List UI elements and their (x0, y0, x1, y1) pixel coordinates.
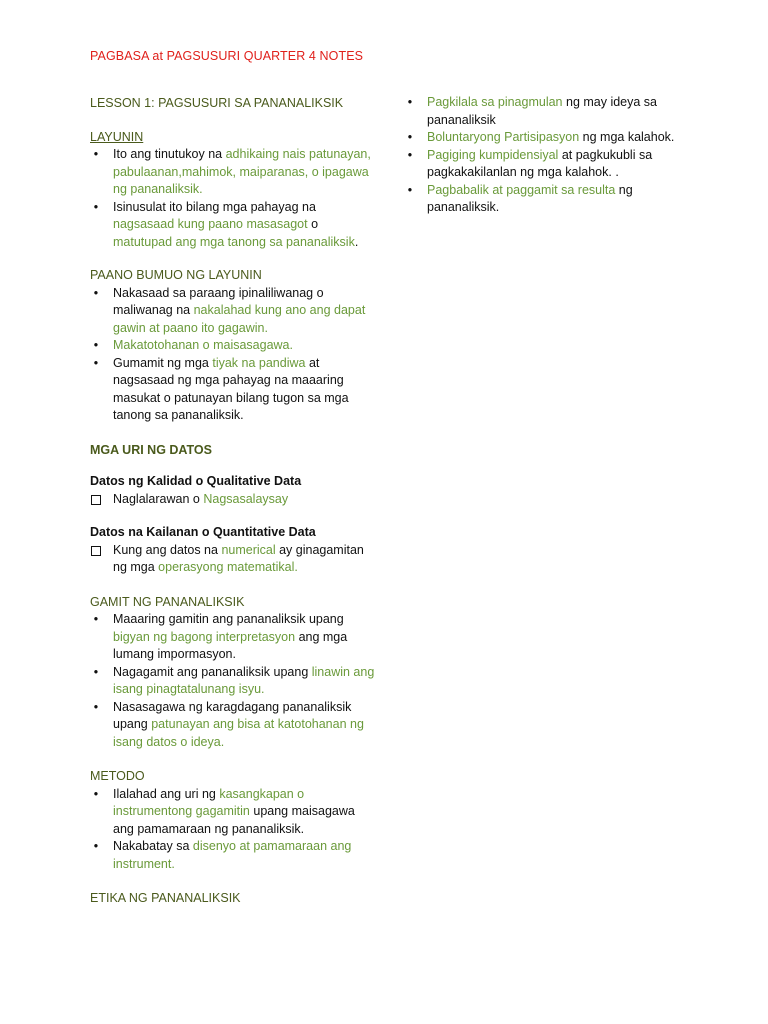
gamit-heading: GAMIT NG PANANALIKSIK (90, 594, 245, 609)
metodo-heading: METODO (90, 769, 145, 783)
gamit-list (90, 611, 375, 751)
mga-uri-heading: MGA URI NG DATOS (90, 442, 212, 457)
list-item: • Maaaring gamitin ang pananaliksik upang bigyan ng bagong interpretasyon ang mga lumang impormasyon. (90, 611, 375, 664)
document-title: PAGBASA at PAGSUSURI QUARTER 4 NOTES (90, 49, 364, 63)
list-item: Kung ang datos na numerical ay ginagamitan ng mga operasyong matematikal. (90, 542, 375, 577)
bullet: • (93, 199, 99, 214)
left-column (90, 95, 375, 908)
list-item: • Nakasaad sa paraang ipinaliliwanag o maliwanag na nakalahad kung ano ang dapat gawin at paano ito gagawin. (90, 285, 375, 338)
right-column (404, 94, 694, 217)
bullet: • (93, 664, 99, 679)
bullet: • (93, 612, 99, 626)
etika-heading: ETIKA NG PANANALIKSIK (90, 891, 241, 905)
list-item: • Ilalahad ang uri ng kasangkapan o instrumentong gagamitin upang maisagawa ang pamamaraan ng pananaliksik. (90, 786, 375, 839)
list-item: Naglalarawan o Nagsasalaysay (90, 491, 375, 509)
list-item: • Makatotohanan o maisasagawa. (90, 337, 375, 355)
bullet: • (407, 130, 413, 144)
checkbox-bullet-icon (91, 546, 101, 556)
bullet: • (93, 839, 99, 853)
layunin-list (90, 146, 375, 251)
list-item: • Ito ang tinutukoy na adhikaing nais patunayan, pabulaanan,mahimok, maiparanas, o ipagawa ng pananaliksik. (90, 146, 375, 199)
qualitative-title: Datos ng Kalidad o Qualitative Data (90, 474, 302, 488)
bullet: • (93, 786, 99, 801)
list-item: • Pagbabalik at paggamit sa resulta ng pananaliksik. (404, 182, 694, 217)
list-item: • Pagkilala sa pinagmulan ng may ideya sa pananaliksik (404, 94, 694, 129)
bullet: • (93, 699, 99, 714)
list-item: • Nakabatay sa disenyo at pamamaraan ang instrument. (90, 838, 375, 873)
bullet: • (93, 285, 99, 300)
bullet: • (407, 95, 413, 109)
bullet: • (93, 147, 99, 161)
list-item: • Gumamit ng mga tiyak na pandiwa at nagsasaad ng mga pahayag na maaaring masukat o patunayan bilang tugon sa mga tanong sa pananaliksik. (90, 355, 375, 425)
quantitative-list (90, 542, 375, 577)
qualitative-list (90, 491, 375, 509)
list-item: • Boluntaryong Partisipasyon ng mga kalahok. (404, 129, 694, 147)
metodo-list (90, 786, 375, 874)
list-item: • Isinusulat ito bilang mga pahayag na nagsasaad kung paano masasagot o matutupad ang mga tanong sa pananaliksik. (90, 199, 375, 252)
bullet: • (407, 147, 413, 162)
bullet: • (407, 182, 413, 197)
paano-bumuo-list (90, 285, 375, 425)
checkbox-bullet-icon (91, 495, 101, 505)
etika-list (404, 94, 694, 217)
layunin-heading: LAYUNIN (90, 129, 144, 144)
list-item: • Pagiging kumpidensiyal at pagkukubli sa pagkakakilanlan ng mga kalahok. . (404, 147, 694, 182)
quantitative-title: Datos na Kailanan o Quantitative Data (90, 525, 316, 539)
list-item: • Nagagamit ang pananaliksik upang linawin ang isang pinagtatalunang isyu. (90, 664, 375, 699)
lesson-title: LESSON 1: PAGSUSURI SA PANANALIKSIK (90, 96, 344, 110)
bullet: • (93, 338, 99, 352)
paano-bumuo-heading: PAANO BUMUO NG LAYUNIN (90, 268, 262, 282)
list-item: • Nasasagawa ng karagdagang pananaliksik upang patunayan ang bisa at katotohanan ng isang datos o ideya. (90, 699, 375, 752)
bullet: • (93, 355, 99, 370)
